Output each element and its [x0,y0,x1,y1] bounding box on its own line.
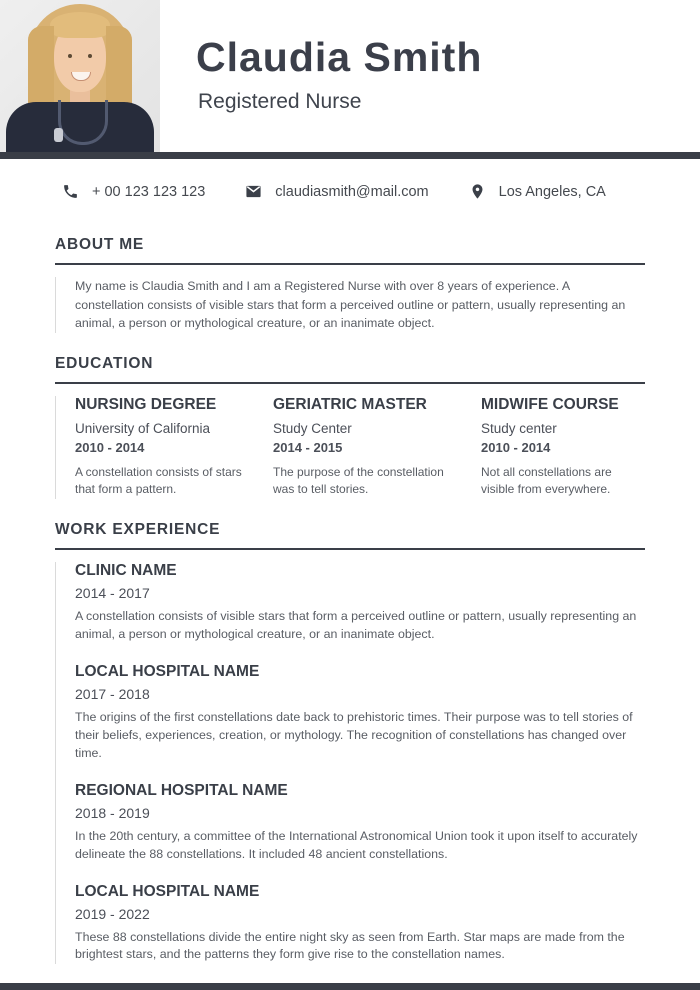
location-text: Los Angeles, CA [498,183,606,200]
about-text: My name is Claudia Smith and I am a Registered Nurse with over 8 years of experience. A constellation consists of visible stars that form a perceived outline or pattern, usually representing an animal, a person or mythological creature, or an inanimate object. [75,279,626,331]
person-name: Claudia Smith [196,34,483,80]
school-name: Study center [481,420,557,436]
experience-item [75,663,645,763]
section-heading-education: EDUCATION [55,354,154,372]
section-heading-experience: WORK EXPERIENCE [55,520,221,538]
contact-email [245,183,428,200]
education-dates: 2010 - 2014 [75,439,145,455]
experience-dates: 2014 - 2017 [75,584,150,601]
degree-title: MIDWIFE COURSE [481,395,619,413]
section-about [55,236,645,333]
experience-item [75,883,645,965]
phone-icon [62,183,79,200]
education-description: The purpose of the constellation was to tell stories. [273,464,444,497]
employer-name: LOCAL HOSPITAL NAME [75,882,260,900]
photo-eye [68,54,72,58]
education-item [481,396,645,499]
education-item [75,396,273,499]
education-description: A constellation consists of stars that form a pattern. [75,464,242,497]
experience-dates: 2017 - 2018 [75,685,150,702]
contact-bar [62,183,606,200]
resume-body [55,228,645,964]
header-divider-bar [0,152,700,159]
about-block [55,277,645,333]
education-item [273,396,481,499]
education-dates: 2010 - 2014 [481,439,551,455]
school-name: University of California [75,420,211,436]
contact-location [469,183,606,200]
education-dates: 2014 - 2015 [273,439,343,455]
degree-title: NURSING DEGREE [75,395,217,413]
footer-bar [0,983,700,990]
section-rule [55,548,645,550]
education-grid [55,396,645,499]
envelope-icon [245,183,262,200]
stethoscope-chestpiece [54,128,63,142]
employer-name: LOCAL HOSPITAL NAME [75,662,260,680]
experience-description: A constellation consists of visible stars that form a perceived outline or pattern, usually representing an animal, a person or mythological creature, or an inanimate object. [75,608,637,641]
degree-title: GERIATRIC MASTER [273,395,427,413]
school-name: Study Center [273,420,352,436]
employer-name: CLINIC NAME [75,561,177,579]
contact-phone [62,183,205,200]
experience-item [75,782,645,864]
experience-dates: 2018 - 2019 [75,804,150,821]
experience-description: These 88 constellations divide the entire night sky as seen from Earth. Star maps are made from the brightest stars, and the patterns they form give rise to the constellation names. [75,929,625,962]
employer-name: REGIONAL HOSPITAL NAME [75,781,288,799]
email-address: claudiasmith@mail.com [275,183,429,200]
experience-block [55,562,645,965]
stethoscope [58,100,108,145]
photo-hair-fringe [50,12,110,38]
experience-description: The origins of the first constellations date back to prehistoric times. Their purpose was to tell stories of their beliefs, experiences, creation, or mythology. The recognition of constellations has changed over time. [75,709,633,760]
experience-item [75,562,645,644]
profile-photo [0,0,160,152]
map-pin-icon [469,183,486,200]
person-role: Registered Nurse [198,90,362,113]
section-rule [55,382,645,384]
experience-dates: 2019 - 2022 [75,905,150,922]
section-rule [55,263,645,265]
section-heading-about: ABOUT ME [55,236,145,253]
section-education [55,355,645,499]
phone-number: + 00 123 123 123 [92,183,206,200]
section-experience [55,521,645,965]
education-description: Not all constellations are visible from everywhere. [481,464,612,497]
photo-eye [88,54,92,58]
experience-description: In the 20th century, a committee of the International Astronomical Union took it upon itself to accurately delineate the 88 constellations. It included 48 ancient constellations. [75,828,638,861]
